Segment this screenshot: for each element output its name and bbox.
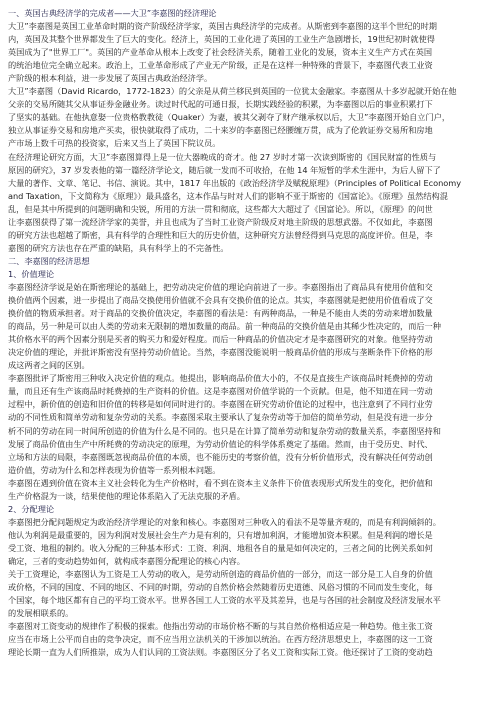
body-text-line: 发展了商品价值由生产中所耗费的劳动决定的原理，为劳动价值论的科学体系奠定了基础。然而，由于受历史、时代、 xyxy=(8,438,433,449)
body-text-line: 嘉图的研究方法也存在严重的缺陷，具有科学上的不完备性。 xyxy=(8,242,229,253)
body-text-line: 量，而且还有生产该商品时耗费掉的生产资料的价值。这是李嘉图对价值学说的一个贡献。但是，他不知道在同一劳动 xyxy=(8,386,433,397)
body-text-line: 在经济理论研究方面，大卫”李嘉图算得上是一位大器晚成的奇才。他 27 岁时才第一次读到斯密的《国民财富的性质与 xyxy=(8,151,437,162)
body-text-line: 成这两者之间的区别。 xyxy=(8,360,90,371)
body-text-line: 大卫”李嘉图是英国工业革命时期的资产阶级经济学家，英国古典经济学的完成者。从斯密到李嘉图的这半个世纪的时期 xyxy=(8,21,437,32)
body-text-line: 其价格水平的两个因素分别是买者的购买力和爱好程度。而后一种商品的价值决定才是李嘉图研究的对象。他坚持劳动 xyxy=(8,334,433,345)
body-text-line: 了坚实的基础。在他执意娶一位贵格教教徒（Quaker）为妻，被其父剥夺了财产继承权以后，大卫”李嘉图开始自立门户， xyxy=(8,112,450,123)
body-text-line: 确定，三者的变动趋势如何，就构成李嘉图分配理论的核心内容。 xyxy=(8,555,245,566)
body-text-line: 或价格，不同的国度、不同的地区、不同的时期，劳动的自然价格会然随着历史道德、风俗习惯的不同而发生变化，每 xyxy=(8,582,433,593)
body-text-line: 动的不同性质和简单劳动和复杂劳动的关系。李嘉图采取主要承认了复杂劳动等于加倍的简单劳动，但是没有进一步分 xyxy=(8,412,433,423)
body-text-line: 内，英国及其整个世界都发生了巨大的变化。经济上，英国的工业化进了英国的工业生产急剧增长，19世纪初时就使得 xyxy=(8,34,435,45)
body-text-line: 他认为利润是最重要的，因为利润对发展社会生产力是有利的，只有增加利润，才能增加资本积累。但是利润的增长是 xyxy=(8,529,433,540)
section-heading: 2、分配理论 xyxy=(8,503,55,514)
body-text-line: 李嘉图把分配问题规定为政治经济学理论的对象和核心。李嘉图对三种收入的看法不是等量齐观的，而是有利润倾斜的。 xyxy=(8,516,441,527)
body-text-line: 李嘉图对工资变动的规律作了积极的探索。他指出劳动的市场价格不断的与其自然价格相适应是一种趋势。他主张工资 xyxy=(8,621,433,632)
body-text-line: 的研究方法也超越了斯密，具有科学的合理性和巨大的历史价值，这种研究方法曾经得到马克思的高度评价。但是，李 xyxy=(8,229,433,240)
body-text-line: 的商品，另一种是可以由人类的劳动来无限制的增加数量的商品。前一种商品的交换价值是由其稀少性决定的，而后一种 xyxy=(8,321,441,332)
body-text-line: 立场和方法的局限，李嘉图既忽视商品价值的本质，也不能历史的考察价值，没有分析价值形式，没有解决任何劳动创 xyxy=(8,451,433,462)
body-text-line: 析不同的劳动在同一时间所创造的价值为什么是不同的。也只是在计算了简单劳动和复杂劳动的数量关系，李嘉图坚持和 xyxy=(8,425,441,436)
body-text-line: 的发展相联系的。 xyxy=(8,608,74,619)
body-text-line: 关于工资理论，李嘉图认为工资是工人劳动的收入，是劳动所创造的商品价值的一部分，而这一部分是工人自身的价值 xyxy=(8,569,433,580)
body-text-line: 生产价格混为一谈，结果使他的理论体系陷入了无法克服的矛盾。 xyxy=(8,490,245,501)
body-text-line: 个国家，每个地区都有自己的平均工资水平。世界各国工人工资的水平及其差异，也是与各国的社会制度及经济发展水平 xyxy=(8,595,441,606)
body-text-line: 李嘉图经济学说是始在斯密理论的基础上，把劳动决定价值的理论向前进了一步。李嘉图指出了商品具有使用价值和交 xyxy=(8,281,433,292)
body-text-line: 原因的研究》，37 岁发表他的第一篇经济学论文，随后就一发而不可收拾，在他 14 年短暂的学术生涯中，为后人留下了 xyxy=(8,164,441,175)
body-text-line: 受工资、地租的制约。收入分配的三种基本形式：工资、利润、地租各自的量是如何决定的，三者之间的比例关系如何 xyxy=(8,542,433,553)
body-text-line: 李嘉图在遇到价值在资本主义社会转化为生产价格时，看不到在资本主义条件下价值表现形式所发生的变化，把价值和 xyxy=(8,477,433,488)
body-text-line: 过程中，新价值的创造和旧价值的转移是如何同时进行的。李嘉图在研究劳动价值论的过程中，也注意到了不同行业劳 xyxy=(8,399,433,410)
body-text-line: 产市场上数千可热的投资家，后来又当上了英国下院议员。 xyxy=(8,138,221,149)
body-text-line: 应当在市场上公平而自由的竞争决定，而不应当用立法机关的干涉加以统治。在西方经济思想史上，李嘉图的这一工资 xyxy=(8,634,433,645)
section-heading: 二、李嘉图的经济思想 xyxy=(8,255,90,266)
body-text-line: 独立从事证券交易和房地产买卖，很快就取得了成功，二十来岁的李嘉图已经腰缠万贯，成为了伦敦证券交易所和房地 xyxy=(8,125,433,136)
body-text-line: 大卫”李嘉图（David Ricardo，1772-1823）的父亲是从荷兰移民到英国的一位犹太金融家。李嘉图从十多岁起就开始在他 xyxy=(8,86,457,97)
body-text-line: 让李嘉图获得了第一流经济学家的美誉，并且也成为了当时工业资产阶级反对地主阶级的思想武器。不仅如此，李嘉图 xyxy=(8,216,433,227)
body-text-line: 产阶级的根本利益，进一步发展了英国古典政治经济学。 xyxy=(8,73,213,84)
body-text-line: 英国成为了"世界工厂"。英国的产业革命从根本上改变了社会经济关系，随着工业化的发展，资本主义生产方式在英国 xyxy=(8,47,433,58)
body-text-line: 父亲的交易所随其父从事证券金融业务。读过时代起的可通日报，长期实践经验的积累，为李嘉图以后的事业积累打下 xyxy=(8,99,433,110)
body-text-line: 换价值两个因素，进一步提出了商品交换使用价值就不会具有交换价值的论点。其实，李嘉图就是把使用价值看成了交 xyxy=(8,295,433,306)
body-text-line: 大量的著作、文章、笔记、书信、演说。其中，1817 年出版的《政治经济学及赋税原理》（Principles of Political Economy xyxy=(8,177,462,188)
body-text-line: 李嘉图批评了斯密用三种收入决定价值的观点。他提出，影响商品价值大小的，不仅是直接生产该商品时耗费掉的劳动 xyxy=(8,373,433,384)
body-text-line: 理论长期一直为人们所推崇，成为人们认同的工资法则。李嘉图区分了名义工资和实际工资。他还探讨了工资的变动趋 xyxy=(8,647,433,658)
section-heading: 1、价值理论 xyxy=(8,268,55,279)
body-text-line: and Taxation，下文简称为《原理》）最具盛名，这本作品与时对人们的影响不亚于斯密的《国富论》。《原理》虽然结构混 xyxy=(8,190,448,201)
body-text-line: 决定价值的理论，并批评斯密没有坚持劳动价值论。当然，李嘉图没能说明一般商品价值的形成与垄断条件下价格的形 xyxy=(8,347,433,358)
body-text-line: 的统治地位完全确立起来。政治上，工业革命形成了产业无产阶级，正是在这样一种特殊的背景下，李嘉图代表工业资 xyxy=(8,60,433,71)
body-text-line: 乱，但是其中所提到的问题明确和尖锐，所用的方法一贯和彻底，这些都大大超过了《国富论》。所以，《原理》的问世 xyxy=(8,203,433,214)
section-heading: 一、英国古典经济学的完成者——大卫”李嘉图的经济理论 xyxy=(8,8,217,18)
body-text-line: 造价值，劳动为什么和怎样表现为价值等一系列根本问题。 xyxy=(8,464,221,475)
body-text-line: 换价值的物质承担者。对于商品的交换价值决定，李嘉图的看法是：有两种商品，一种是不能由人类的劳动来增加数量 xyxy=(8,308,433,319)
